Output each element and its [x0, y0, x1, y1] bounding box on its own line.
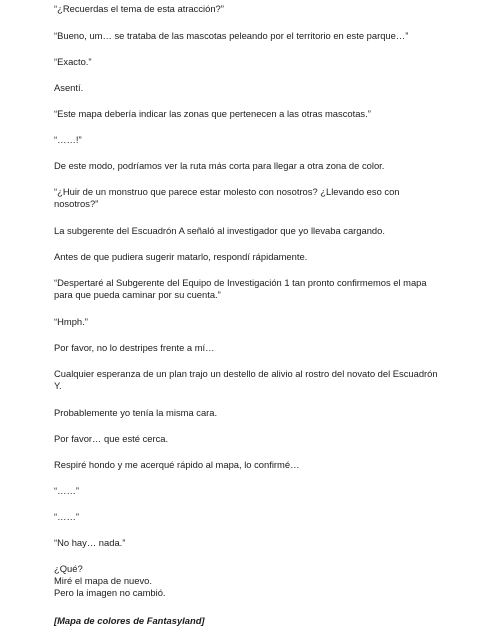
text-line: Miré el mapa de nuevo.: [54, 575, 152, 586]
text-line: “¿Recuerdas el tema de esta atracción?”: [54, 3, 224, 14]
text-line: Probablemente yo tenía la misma cara.: [54, 407, 218, 418]
text-line: De este modo, podríamos ver la ruta más corta para llegar a otra zona de color.: [54, 160, 385, 171]
paragraph-10: [54, 251, 474, 263]
heading-text: [Mapa de colores de Fantasyland]: [54, 615, 205, 626]
text-line: Respiré hondo y me acerqué rápido al mapa, lo confirmé…: [54, 459, 300, 470]
text-line: para que pueda caminar por su cuenta.”: [54, 289, 221, 300]
paragraph-21: [54, 563, 474, 599]
text-line: “No hay… nada.”: [54, 537, 126, 548]
paragraph-16: [54, 433, 474, 445]
text-line: “……”: [54, 511, 79, 522]
paragraph-19: [54, 511, 474, 523]
text-line: nosotros?”: [54, 198, 99, 209]
text-line: Cualquier esperanza de un plan trajo un destello de alivio al rostro del novato del Escuadrón: [54, 368, 438, 379]
paragraph-9: [54, 225, 474, 237]
paragraph-12: [54, 316, 474, 328]
paragraph-6: [54, 134, 474, 146]
paragraph-14: [54, 368, 474, 392]
text-line: “Exacto.”: [54, 56, 92, 67]
paragraph-5: [54, 108, 474, 120]
text-line: “Despertaré al Subgerente del Equipo de Investigación 1 tan pronto confirmemos el mapa: [54, 277, 427, 288]
paragraph-8: [54, 186, 474, 210]
text-line: Pero la imagen no cambió.: [54, 587, 166, 598]
paragraph-2: [54, 30, 474, 42]
paragraph-7: [54, 160, 474, 172]
paragraph-13: [54, 342, 474, 354]
paragraph-18: [54, 485, 474, 497]
text-line: La subgerente del Escuadrón A señaló al investigador que yo llevaba cargando.: [54, 225, 385, 236]
paragraph-17: [54, 459, 474, 471]
paragraph-11: [54, 277, 474, 301]
text-line: Por favor… que esté cerca.: [54, 433, 169, 444]
text-line: Asentí.: [54, 82, 84, 93]
paragraph-1: [54, 3, 474, 15]
paragraph-3: [54, 56, 474, 68]
paragraph-20: [54, 537, 474, 549]
paragraph-4: [54, 82, 474, 94]
text-line: “Bueno, um… se trataba de las mascotas peleando por el territorio en este parque…”: [54, 30, 409, 41]
text-line: “¿Huir de un monstruo que parece estar molesto con nosotros? ¿Llevando eso con: [54, 186, 400, 197]
text-line: “Hmph.”: [54, 316, 88, 327]
text-line: “……!”: [54, 134, 82, 145]
paragraph-15: [54, 407, 474, 419]
text-line: “……”: [54, 485, 79, 496]
text-line: Y.: [54, 380, 62, 391]
text-line: Antes de que pudiera sugerir matarlo, respondí rápidamente.: [54, 251, 308, 262]
text-line: Por favor, no lo destripes frente a mí…: [54, 342, 215, 353]
section-heading: [54, 615, 474, 627]
text-line: “Este mapa debería indicar las zonas que pertenecen a las otras mascotas.”: [54, 108, 371, 119]
text-line: ¿Qué?: [54, 563, 83, 574]
